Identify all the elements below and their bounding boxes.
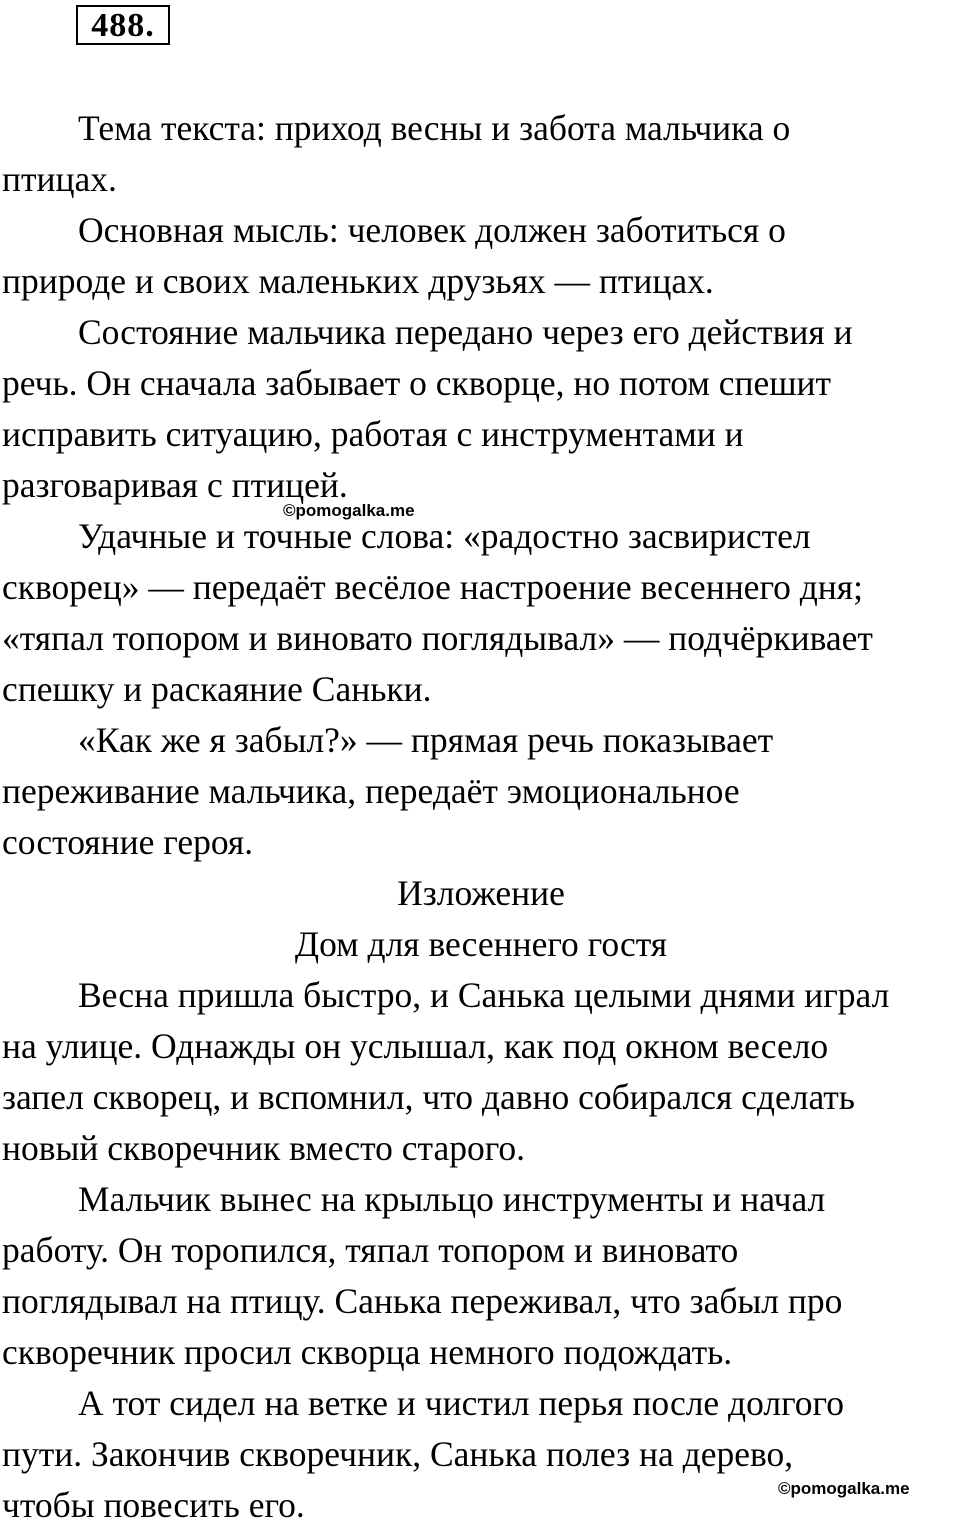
text-line: пути. Закончив скворечник, Санька полез на дерево, [2, 1434, 794, 1474]
text-line: разговаривая с птицей. [2, 465, 348, 505]
text-line: Основная мысль: человек должен заботиться о [78, 210, 786, 250]
text-line: речь. Он сначала забывает о скворце, но потом спешит [2, 363, 832, 403]
text-line: чтобы повесить его. [2, 1485, 305, 1525]
text-line: скворец» — передаёт весёлое настроение весеннего дня; [2, 567, 863, 607]
text-line: работу. Он торопился, тяпал топором и виновато [2, 1230, 739, 1270]
text-line: скворечник просил скворца немного подождать. [2, 1332, 733, 1372]
text-line: состояние героя. [2, 822, 254, 862]
text-line: Весна пришла быстро, и Санька целыми днями играл [78, 975, 890, 1015]
text-line: запел скворец, и вспомнил, что давно собирался сделать [2, 1077, 855, 1117]
text-line: исправить ситуацию, работая с инструментами и [2, 414, 744, 454]
text-line: спешку и раскаяние Саньки. [2, 669, 432, 709]
watermark: ©pomogalka.me [778, 1479, 910, 1498]
text-line: Тема текста: приход весны и забота мальчика о [78, 108, 791, 148]
text-line: Мальчик вынес на крыльцо инструменты и начал [78, 1179, 826, 1219]
text-line: Удачные и точные слова: «радостно засвиристел [78, 516, 811, 556]
text-line: «тяпал топором и виновато поглядывал» — подчёркивает [2, 618, 873, 658]
text-line: А тот сидел на ветке и чистил перья после долгого [78, 1383, 844, 1423]
heading-line: Дом для весеннего гостя [294, 924, 668, 964]
watermark: ©pomogalka.me [283, 501, 415, 520]
text-line: переживание мальчика, передаёт эмоциональное [2, 771, 740, 811]
exercise-number: 488. [76, 5, 170, 45]
heading-line: Изложение [397, 873, 565, 913]
text-line: новый скворечник вместо старого. [2, 1128, 526, 1168]
text-line: птицах. [2, 159, 117, 199]
text-line: «Как же я забыл?» — прямая речь показывает [78, 720, 774, 760]
text-body [2, 103, 960, 1531]
text-line: природе и своих маленьких друзьях — птицах. [2, 261, 714, 301]
text-line: на улице. Однажды он услышал, как под окном весело [2, 1026, 829, 1066]
text-line: Состояние мальчика передано через его действия и [78, 312, 853, 352]
text-line: поглядывал на птицу. Санька переживал, что забыл про [2, 1281, 843, 1321]
